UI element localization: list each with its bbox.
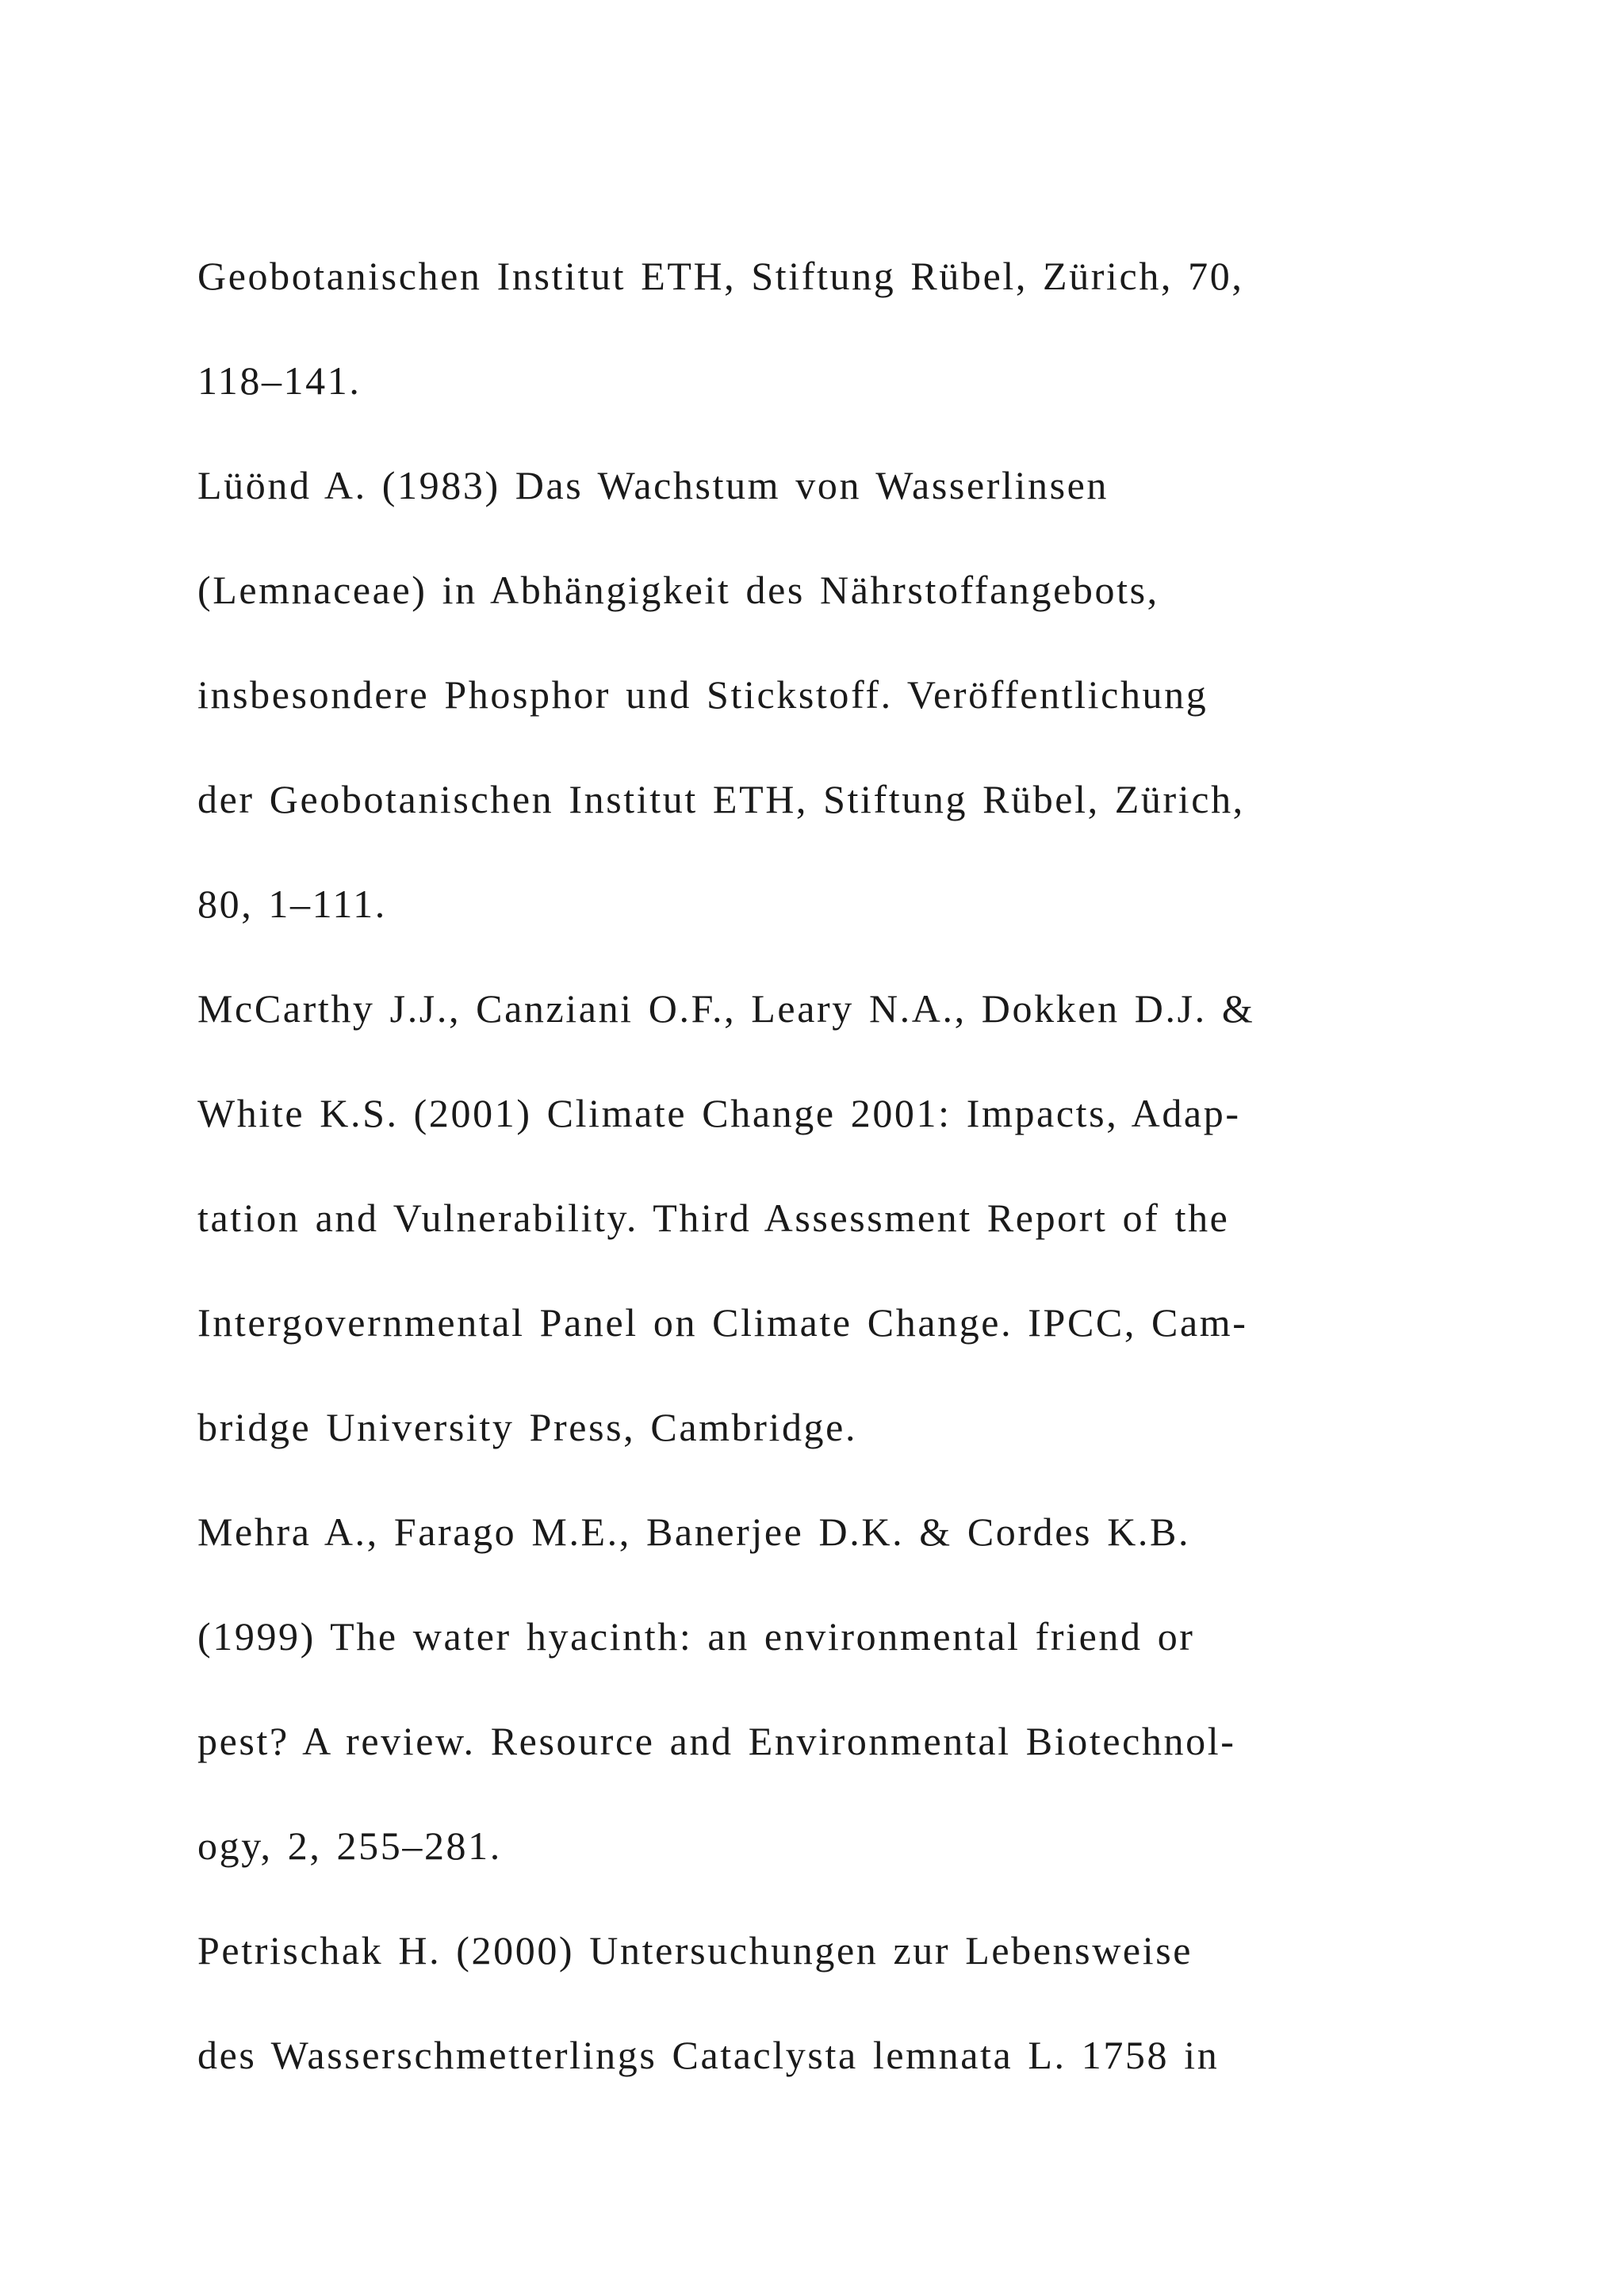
reference-list	[197, 239, 1545, 2123]
reference-line: pest? A review. Resource and Environmental Biotechnol-	[197, 1719, 1236, 1763]
reference-line: Lüönd A. (1983) Das Wachstum von Wasserlinsen	[197, 463, 1109, 507]
reference-line: 80, 1–111.	[197, 882, 387, 926]
reference-line: tation and Vulnerability. Third Assessment Report of the	[197, 1196, 1230, 1240]
reference-line: (1999) The water hyacinth: an environmental friend or	[197, 1614, 1195, 1659]
reference-line: Petrischak H. (2000) Untersuchungen zur Lebensweise	[197, 1928, 1193, 1973]
reference-line: der Geobotanischen Institut ETH, Stiftung Rübel, Zürich,	[197, 777, 1245, 821]
reference-line: 118–141.	[197, 358, 362, 403]
reference-line: bridge University Press, Cambridge.	[197, 1405, 858, 1449]
reference-line: Mehra A., Farago M.E., Banerjee D.K. & Cordes K.B.	[197, 1510, 1191, 1554]
reference-line: (Lemnaceae) in Abhängigkeit des Nährstoffangebots,	[197, 568, 1159, 612]
reference-line: insbesondere Phosphor und Stickstoff. Veröffentlichung	[197, 672, 1208, 717]
reference-line: McCarthy J.J., Canziani O.F., Leary N.A., Dokken D.J. &	[197, 986, 1255, 1031]
reference-line: White K.S. (2001) Climate Change 2001: Impacts, Adap-	[197, 1091, 1241, 1135]
reference-line: ogy, 2, 255–281.	[197, 1823, 502, 1868]
reference-line: Intergovernmental Panel on Climate Change. IPCC, Cam-	[197, 1300, 1248, 1345]
reference-line: des Wasserschmetterlings Cataclysta lemnata L. 1758 in	[197, 2033, 1220, 2077]
reference-line: Geobotanischen Institut ETH, Stiftung Rübel, Zürich, 70,	[197, 254, 1244, 298]
